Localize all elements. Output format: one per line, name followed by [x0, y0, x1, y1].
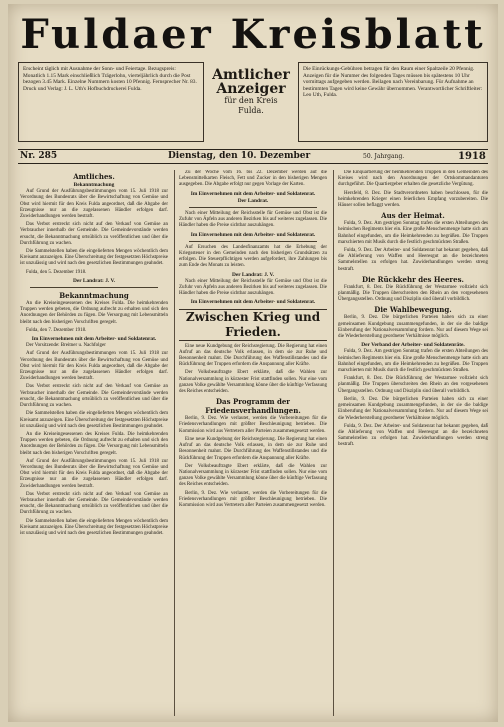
article-paragraph: Eine neue Kundgebung der Reichsregierung. Die Regierung hat einen Aufruf an das deutsche Volk erlassen, in dem sie zur Ruhe und Besonnenheit mahnt. Die Durchführung des Waffenstillstandes und die Rückführung der Truppen erfordern die Anspannung aller Kräfte.: [179, 343, 327, 368]
signature-line: Der Landrat: J. V.: [72, 277, 116, 284]
column-divider: [174, 170, 175, 716]
section-heading: Amtliches.: [73, 172, 115, 181]
article-paragraph: Berlin, 9. Dez. Die bürgerlichen Parteien haben sich zu einer gemeinsamen Kundgebung zusammengefunden, in der sie die baldige Einberufung der Nationalversammlung fordern. Nur auf diesem Wege sei die Wiederherstellung geordneter Verhältnisse möglich.: [338, 396, 488, 421]
gazette-line-1: Amtlicher: [212, 67, 290, 83]
gazette-line-4: Fulda.: [238, 106, 264, 115]
article-paragraph: Die Sammelstellen haben die eingelieferten Mengen wöchentlich dem Kreisamt anzuzeigen. Eine Überschreitung der festgesetzten Höchstpreise ist unzulässig und wird nach den gesetzlichen Bestimmungen geahndet.: [20, 249, 168, 267]
article-paragraph: Fulda, den 7. Dezember 1918.: [26, 327, 87, 333]
article-paragraph: Fulda, 9. Dez. Am gestrigen Sonntag trafen die ersten Abteilungen des heimischen Regiments hier ein. Eine große Menschenmenge hatte sich am Bahnhof eingefunden, um die Heimkehrenden zu begrüßen. Die Truppen marschierten mit Musik durch die festlich geschmückten Straßen.: [338, 349, 488, 374]
subscription-info-box: Erscheint täglich mit Ausnahme der Sonn- und Feiertage. Bezugspreis: Monatlich 1.15 Mark einschließlich Trägerlohn, vierteljährlich durch die Post bezogen 3.45 Mark. Einzelne Nummern kosten 10 Pfennig. Fernsprecher Nr. 83. Druck und Verlag: J. L. Uth's Hofbuchdruckerei Fulda.: [18, 62, 204, 142]
signature-line: Der Verband der Arbeiter- und Soldatenräte.: [361, 342, 465, 349]
signature-line: Der Landrat.: [237, 197, 269, 204]
article-paragraph: Auf Grund der Ausführungsbestimmungen vom 15. Juli 1918 zur Verordnung des Bundesrats über die Bewirtschaftung von Gemüse und Obst wird hiermit für den Kreis Fulda angeordnet, daß die Abgabe der Erzeugnisse nur an die zugelassenen Händler erfolgen darf. Zuwiderhandlungen werden bestraft.: [20, 351, 168, 382]
column-3: [338, 170, 488, 716]
article-heading: Das Programm der Friedensverhandlungen.: [205, 397, 301, 416]
article-paragraph: Fulda, den 5. Dezember 1918.: [26, 269, 87, 275]
issue-date: Dienstag, den 10. Dezember: [168, 151, 311, 161]
official-gazette-label: [208, 62, 294, 142]
advertising-info-box: Die Einrückungs-Gebühren betragen für den Raum einer Spaltzeile 20 Pfennig. Anzeigen für die Nummer des folgenden Tages müssen bis spätestens 10 Uhr vormittags aufgegeben werden. Beilagen nach Vereinbarung. Für Aufnahme an bestimmten Tagen wird keine Gewähr übernommen. Verantwortlicher Schriftleiter: Leo Uth, Fulda.: [298, 62, 488, 142]
article-paragraph: Hersfeld, 8. Dez. Die Stadtverordneten haben beschlossen, für die heimkehrenden Krieger einen feierlichen Empfang vorzubereiten. Die Häuser sollen beflaggt werden.: [338, 190, 488, 209]
issue-year: 1918: [458, 151, 486, 162]
article-paragraph: An die Kreiseingesessenen des Kreises Fulda. Die heimkehrenden Truppen werden gebeten, die Ordnung aufrecht zu erhalten und sich den Anordnungen der Behörden zu fügen. Die Versorgung mit Lebensmitteln bleibt nach den bisherigen Vorschriften geregelt.: [20, 301, 168, 325]
article-paragraph: Auf Ersuchen des Landesfinanzamts hat die Erhebung der Kriegssteuer in den Gemeinden nach den bisherigen Grundsätzen zu erfolgen. Die Steuerpflichtigen werden aufgefordert, ihre Zahlungen bis zum Ende des Monats zu leisten.: [179, 244, 327, 269]
article-paragraph: Die Sammelstellen haben die eingelieferten Mengen wöchentlich dem Kreisamt anzuzeigen. Eine Überschreitung der festgesetzten Höchstpreise ist unzulässig und wird nach den gesetzlichen Bestimmungen geahndet.: [20, 411, 168, 429]
signature-line: Der Landrat: J. V.: [231, 271, 275, 278]
volume-number: 50. Jahrgang.: [363, 153, 405, 160]
article-paragraph: Der Volksbeauftragte Ebert erklärte, daß die Wahlen zur Nationalversammlung in kürzester Frist stattfinden sollen. Nur eine vom ganzen Volke gewählte Versammlung könne über die künftige Verfassung des Reiches entscheiden.: [179, 370, 327, 395]
article-paragraph: Nach einer Mitteilung der Reichsstelle für Gemüse und Obst ist die Zufuhr von Äpfeln aus anderen Bezirken bis auf weiteres zugelassen. Die Händler haben die Preise sichtbar auszuhängen.: [179, 278, 327, 297]
article-paragraph: Der Volksbeauftragte Ebert erklärte, daß die Wahlen zur Nationalversammlung in kürzester Frist stattfinden sollen. Nur eine vom ganzen Volke gewählte Versammlung könne über die künftige Verfassung des Reiches entscheiden.: [179, 463, 327, 488]
column-1: [20, 170, 168, 716]
signature-line: Im Einvernehmen mit dem Arbeiter- und Soldatenrat.: [190, 190, 316, 197]
article-paragraph: Fulda, 9. Dez. Am gestrigen Sonntag trafen die ersten Abteilungen des heimischen Regiments hier ein. Eine große Menschenmenge hatte sich am Bahnhof eingefunden, um die Heimkehrenden zu begrüßen. Die Truppen marschierten mit Musik durch die festlich geschmückten Straßen.: [338, 221, 488, 245]
article-paragraph: Nach einer Mitteilung der Reichsstelle für Gemüse und Obst ist die Zufuhr von Äpfeln aus anderen Bezirken bis auf weiteres zugelassen. Die Händler haben die Preise sichtbar auszuhängen.: [179, 211, 327, 229]
article-paragraph: Auf Grund der Ausführungsbestimmungen vom 15. Juli 1918 zur Verordnung des Bundesrats über die Bewirtschaftung von Gemüse und Obst wird hiermit für den Kreis Fulda angeordnet, daß die Abgabe der Erzeugnisse nur an die zugelassenen Händler erfolgen darf. Zuwiderhandlungen werden bestraft.: [20, 189, 168, 220]
divider: [189, 241, 317, 242]
article-heading: Die Wahlbewegung.: [374, 305, 452, 315]
signature-line: Im Einvernehmen mit dem Arbeiter- und Soldatenrat.: [31, 336, 157, 343]
article-paragraph: Eine neue Kundgebung der Reichsregierung. Die Regierung hat einen Aufruf an das deutsche Volk erlassen, in dem sie zur Ruhe und Besonnenheit mahnt. Die Durchführung des Waffenstillstandes und die Rückführung der Truppen erfordern die Anspannung aller Kräfte.: [179, 436, 327, 461]
article-paragraph: Das Verbot erstreckt sich nicht auf den Verkauf von Gemüse an Verbraucher innerhalb der Gemeinde. Die Gemeindevorstände werden ersucht, die Bekanntmachung ortsüblich zu veröffentlichen und über die Durchführung zu wachen.: [20, 222, 168, 246]
article-paragraph: Die Sammelstellen haben die eingelieferten Mengen wöchentlich dem Kreisamt anzuzeigen. Eine Überschreitung der festgesetzten Höchstpreise ist unzulässig und wird nach den gesetzlichen Bestimmungen geahndet.: [20, 518, 168, 536]
column-2: [179, 170, 327, 716]
article-paragraph: Das Verbot erstreckt sich nicht auf den Verkauf von Gemüse an Verbraucher innerhalb der Gemeinde. Die Gemeindevorstände werden ersucht, die Bekanntmachung ortsüblich zu veröffentlichen und über die Durchführung zu wachen.: [20, 491, 168, 516]
notice-title: Bekanntmachung: [73, 182, 115, 188]
article-paragraph: Fulda, 9. Dez. Der Arbeiter- und Soldatenrat hat bekannt gegeben, daß die Ablieferung von Waffen und Heeresgut an die bezeichneten Sammelstellen zu erfolgen hat. Zuwiderhandlungen werden streng bestraft.: [338, 248, 488, 272]
article-paragraph: Berlin, 9. Dez. Wie verlautet, werden die Vorbereitungen für die Friedensverhandlungen mit größter Beschleunigung betrieben. Die Kommission wird aus Vertretern aller Parteien zusammengesetzt werden.: [179, 490, 327, 508]
article-paragraph: Die Einquartierung der heimkehrenden Truppen in den Gemeinden des Kreises wird nach den Anordnungen der Ortskommandanturen durchgeführt. Die Quartiergeber erhalten die gesetzliche Vergütung.: [338, 170, 488, 188]
gazette-line-3: für den Kreis: [224, 96, 278, 105]
issue-number: Nr. 285: [20, 151, 58, 161]
article-heading: Aus der Heimat.: [381, 211, 445, 221]
article-paragraph: Fulda, 9. Dez. Der Arbeiter- und Soldatenrat hat bekannt gegeben, daß die Ablieferung von Waffen und Heeresgut an die bezeichneten Sammelstellen zu erfolgen hat. Zuwiderhandlungen werden streng bestraft.: [338, 423, 488, 448]
article-heading: Die Rückkehr des Heeres.: [362, 274, 464, 284]
gazette-line-2: Anzeiger: [216, 81, 286, 97]
article-paragraph: Berlin, 9. Dez. Die bürgerlichen Parteien haben sich zu einer gemeinsamen Kundgebung zusammengefunden, in der sie die baldige Einberufung der Nationalversammlung fordern. Nur auf diesem Wege sei die Wiederherstellung geordneter Verhältnisse möglich.: [338, 315, 488, 340]
article-paragraph: Das Verbot erstreckt sich nicht auf den Verkauf von Gemüse an Verbraucher innerhalb der Gemeinde. Die Gemeindevorstände werden ersucht, die Bekanntmachung ortsüblich zu veröffentlichen und über die Durchführung zu wachen.: [20, 384, 168, 409]
article-paragraph: Berlin, 9. Dez. Wie verlautet, werden die Vorbereitungen für die Friedensverhandlungen mit größter Beschleunigung betrieben. Die Kommission wird aus Vertretern aller Parteien zusammengesetzt werden.: [179, 416, 327, 434]
article-paragraph: Zu der Woche vom 16. bis 22. Dezember werden auf die Lebensmittelkarten Fleisch, Fett und Zucker in den bisherigen Mengen ausgegeben. Die Abgabe erfolgt nur gegen Vorlage der Karten.: [179, 170, 327, 188]
article-paragraph: Frankfurt, 8. Dez. Die Rückführung der Westarmee vollzieht sich planmäßig. Die Truppen überschreiten den Rhein an den vorgesehenen Übergangsstellen. Ordnung und Disziplin sind überall vorbildlich.: [338, 376, 488, 394]
divider: [30, 287, 158, 288]
article-paragraph: An die Kreiseingesessenen des Kreises Fulda. Die heimkehrenden Truppen werden gebeten, die Ordnung aufrecht zu erhalten und sich den Anordnungen der Behörden zu fügen. Die Versorgung mit Lebensmitteln bleibt nach den bisherigen Vorschriften geregelt.: [20, 431, 168, 456]
signature-line: Im Einvernehmen mit dem Arbeiter- und Soldatenrat.: [190, 231, 316, 238]
divider: [189, 207, 317, 208]
newspaper-page: [8, 4, 498, 722]
column-divider: [333, 170, 334, 716]
notice-heading: Bekanntmachung: [59, 291, 129, 301]
article-paragraph: Auf Grund der Ausführungsbestimmungen vom 15. Juli 1918 zur Verordnung des Bundesrats über die Bewirtschaftung von Gemüse und Obst wird hiermit für den Kreis Fulda angeordnet, daß die Abgabe der Erzeugnisse nur an die zugelassenen Händler erfolgen darf. Zuwiderhandlungen werden bestraft.: [20, 458, 168, 489]
headline-krieg-frieden: Zwischen Krieg und Frieden.: [179, 309, 327, 341]
dateline-bar: [18, 149, 488, 164]
article-paragraph: Der Vorsitzende: Breitner u. Nachfolger: [26, 343, 106, 349]
signature-line: Im Einvernehmen mit dem Arbeiter- und Soldatenrat.: [190, 299, 316, 306]
masthead-title: Fuldaer Kreisblatt: [20, 11, 486, 58]
article-paragraph: Frankfurt, 8. Dez. Die Rückführung der Westarmee vollzieht sich planmäßig. Die Truppen überschreiten den Rhein an den vorgesehenen Übergangsstellen. Ordnung und Disziplin sind überall vorbildlich.: [338, 284, 488, 303]
